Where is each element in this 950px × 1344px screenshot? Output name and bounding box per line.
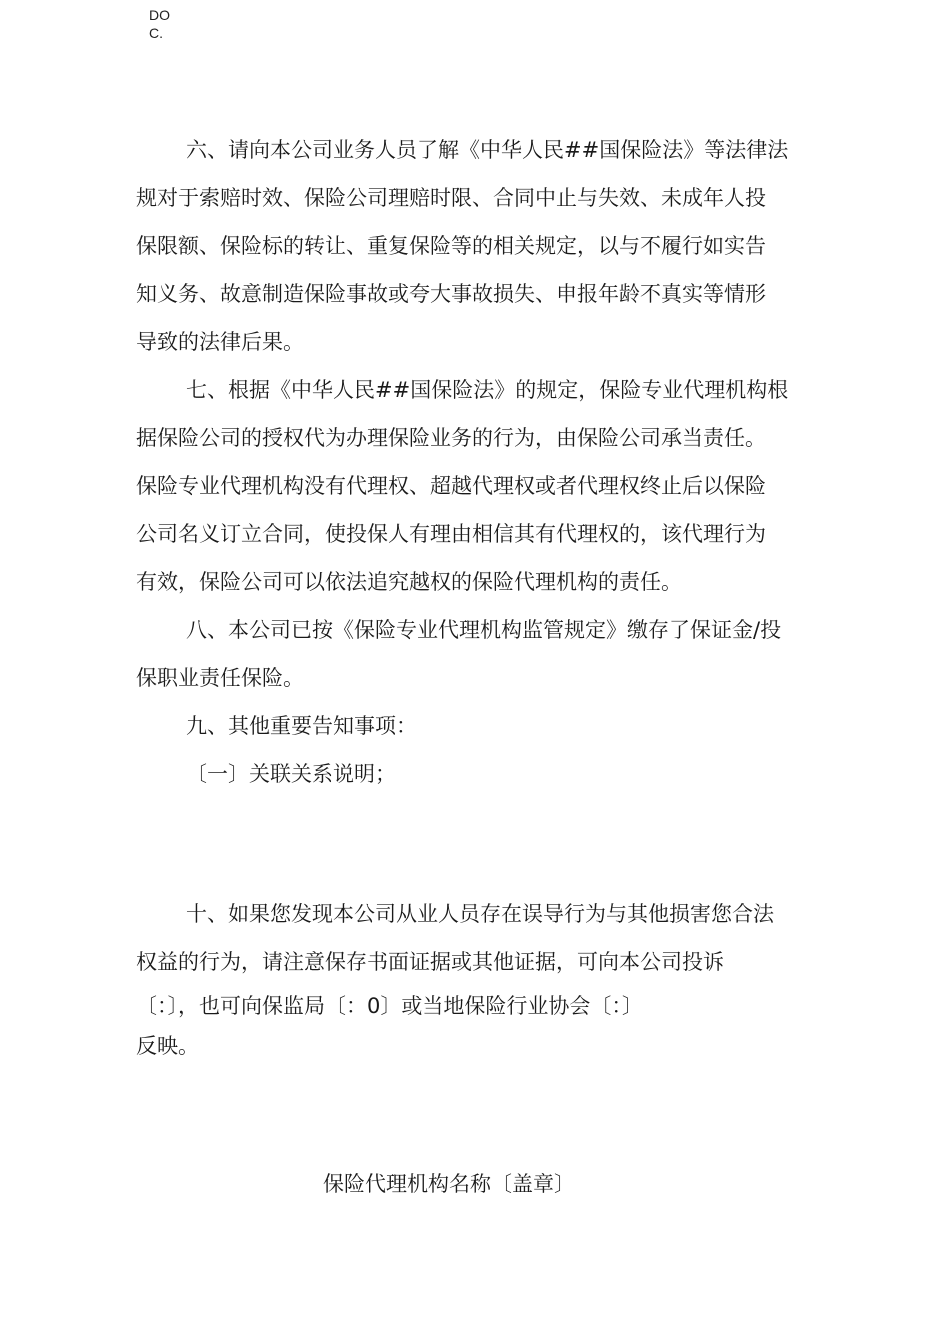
section-nine xyxy=(136,702,826,798)
section-eight-line: 八、本公司已按《保险专业代理机构监管规定》缴存了保证金/投 xyxy=(186,618,782,642)
section-seven xyxy=(136,366,826,606)
section-ten-line: 反映。 xyxy=(136,1034,199,1058)
section-six-line: 保限额、保险标的转让、重复保险等的相关规定，以与不履行如实告 xyxy=(136,234,766,258)
section-eight xyxy=(136,606,826,702)
agency-signature-line: 保险代理机构名称〔盖章〕 xyxy=(323,1172,575,1196)
header-mark-line-1: DO xyxy=(149,7,170,23)
section-ten-line: 十、如果您发现本公司从业人员存在误导行为与其他损害您合法 xyxy=(186,902,774,926)
header-mark-line-2: C. xyxy=(149,25,163,41)
section-six-line: 规对于索赔时效、保险公司理赔时限、合同中止与失效、未成年人投 xyxy=(136,186,766,210)
section-seven-line: 保险专业代理机构没有代理权、超越代理权或者代理权终止后以保险 xyxy=(136,474,766,498)
section-six-line: 知义务、故意制造保险事故或夸大事故损失、申报年龄不真实等情形 xyxy=(136,282,766,306)
section-seven-line: 据保险公司的授权代为办理保险业务的行为，由保险公司承当责任。 xyxy=(136,426,766,450)
section-seven-line: 公司名义订立合同，使投保人有理由相信其有代理权的，该代理行为 xyxy=(136,522,766,546)
section-eight-line: 保职业责任保险。 xyxy=(136,666,304,690)
section-seven-line: 七、根据《中华人民##国保险法》的规定，保险专业代理机构根 xyxy=(186,378,789,402)
section-ten xyxy=(136,890,826,1066)
section-ten-line: 〔：〕，也可向保监局〔：0〕或当地保险行业协会〔：〕 xyxy=(136,994,643,1018)
section-nine-sub-item: 〔一〕关联关系说明； xyxy=(186,762,396,786)
section-ten-line: 权益的行为，请注意保存书面证据或其他证据，可向本公司投诉 xyxy=(136,950,724,974)
section-six xyxy=(136,126,826,366)
section-six-line: 六、请向本公司业务人员了解《中华人民##国保险法》等法律法 xyxy=(186,138,789,162)
section-nine-heading: 九、其他重要告知事项： xyxy=(186,714,417,738)
document-header-mark xyxy=(149,6,170,42)
section-six-line: 导致的法律后果。 xyxy=(136,330,304,354)
section-seven-line: 有效，保险公司可以依法追究越权的保险代理机构的责任。 xyxy=(136,570,682,594)
